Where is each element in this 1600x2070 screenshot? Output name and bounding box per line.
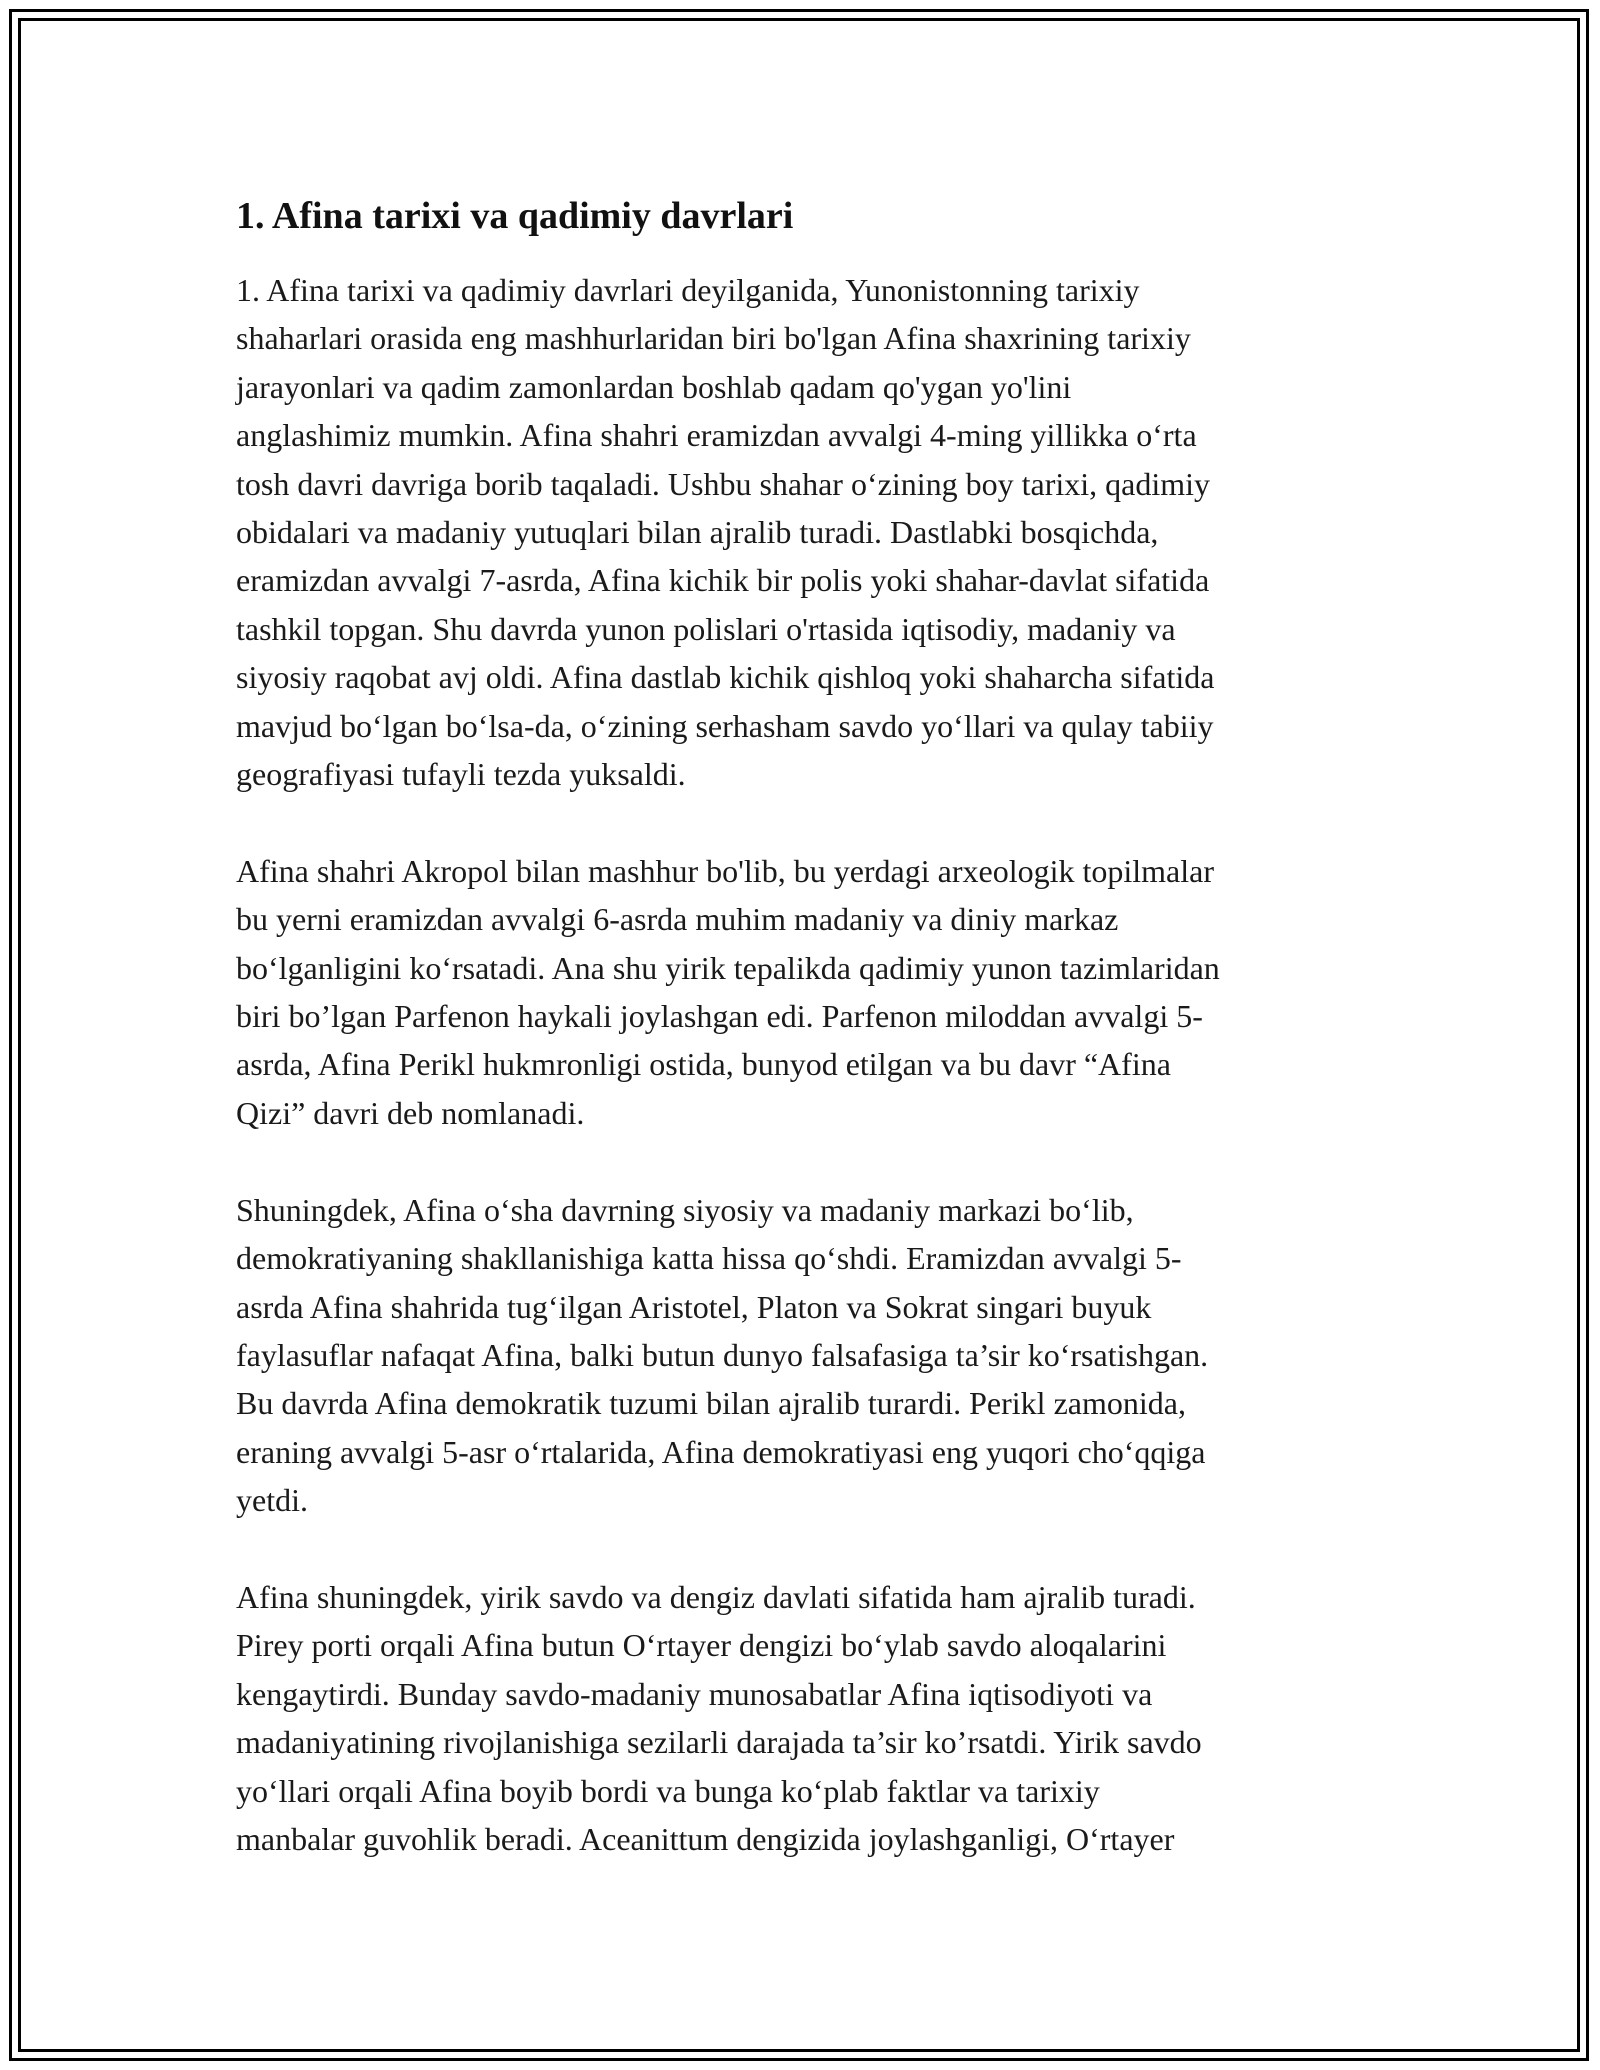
paragraph-line: mavjud bo‘lgan bo‘lsa-da, o‘zining serhasham savdo yo‘llari va qulay tabiiy <box>236 707 1214 744</box>
paragraph-line: Shuningdek, Afina o‘sha davrning siyosiy va madaniy markazi bo‘lib, <box>236 1191 1134 1228</box>
paragraph-line: eramizdan avvalgi 7-asrda, Afina kichik bir polis yoki shahar-davlat sifatida <box>236 562 1210 599</box>
paragraph-line: tashkil topgan. Shu davrda yunon polislari o'rtasida iqtisodiy, madaniy va <box>236 610 1176 647</box>
paragraph-line: kengaytirdi. Bunday savdo-madaniy munosabatlar Afina iqtisodiyoti va <box>236 1675 1153 1712</box>
paragraph-line: geografiyasi tufayli tezda yuksaldi. <box>236 756 686 793</box>
paragraph-line: Bu davrda Afina demokratik tuzumi bilan ajralib turardi. Perikl zamonida, <box>236 1385 1186 1422</box>
paragraph-line: biri bo’lgan Parfenon haykali joylashgan edi. Parfenon miloddan avvalgi 5- <box>236 998 1203 1035</box>
paragraph-line: yetdi. <box>236 1482 308 1519</box>
paragraph-line: eraning avvalgi 5-asr o‘rtalarida, Afina demokratiyasi eng yuqori cho‘qqiga <box>236 1433 1206 1470</box>
paragraph-line: yo‘llari orqali Afina boyib bordi va bunga ko‘plab faktlar va tarixiy <box>236 1772 1100 1809</box>
paragraph-1 <box>236 266 1366 798</box>
paragraph-line: Pirey porti orqali Afina butun O‘rtayer dengizi bo‘ylab savdo aloqalarini <box>236 1627 1167 1664</box>
paragraph-line: tosh davri davriga borib taqaladi. Ushbu shahar o‘zining boy tarixi, qadimiy <box>236 465 1210 502</box>
paragraph-line: demokratiyaning shakllanishiga katta hissa qo‘shdi. Eramizdan avvalgi 5- <box>236 1240 1182 1277</box>
paragraph-line: Afina shahri Akropol bilan mashhur bo'lib, bu yerdagi arxeologik topilmalar <box>236 852 1214 889</box>
paragraph-line: Afina shuningdek, yirik savdo va dengiz davlati sifatida ham ajralib turadi. <box>236 1578 1196 1615</box>
paragraph-3 <box>236 1186 1366 1525</box>
paragraph-4 <box>236 1573 1366 1863</box>
paragraph-line: 1. Afina tarixi va qadimiy davrlari deyilganida, Yunonistonning tarixiy <box>236 272 1140 308</box>
paragraph-line: shaharlari orasida eng mashhurlaridan biri bo'lgan Afina shaxrining tarixiy <box>236 320 1191 357</box>
paragraph-line: faylasuflar nafaqat Afina, balki butun dunyo falsafasiga ta’sir ko‘rsatishgan. <box>236 1336 1209 1373</box>
paragraph-line: madaniyatining rivojlanishiga sezilarli darajada ta’sir ko’rsatdi. Yirik savdo <box>236 1724 1202 1761</box>
paragraph-line: jarayonlari va qadim zamonlardan boshlab qadam qo'ygan yo'lini <box>236 368 1072 405</box>
paragraph-line: bu yerni eramizdan avvalgi 6-asrda muhim madaniy va diniy markaz <box>236 901 1119 938</box>
paragraph-line: anglashimiz mumkin. Afina shahri eramizdan avvalgi 4-ming yillikka o‘rta <box>236 417 1197 454</box>
paragraph-line: Qizi” davri deb nomlanadi. <box>236 1094 585 1131</box>
paragraph-line: manbalar guvohlik beradi. Aceanittum dengizida joylashganligi, O‘rtayer <box>236 1820 1175 1857</box>
paragraph-line: bo‘lganligini ko‘rsatadi. Ana shu yirik tepalikda qadimiy yunon tazimlaridan <box>236 949 1220 986</box>
paragraph-line: obidalari va madaniy yutuqlari bilan ajralib turadi. Dastlabki bosqichda, <box>236 514 1159 551</box>
paragraph-line: asrda, Afina Perikl hukmronligi ostida, bunyod etilgan va bu davr “Afina <box>236 1046 1171 1083</box>
section-heading: 1. Afina tarixi va qadimiy davrlari <box>236 195 794 237</box>
document-body <box>236 186 1366 1912</box>
paragraph-line: asrda Afina shahrida tug‘ilgan Aristotel, Platon va Sokrat singari buyuk <box>236 1288 1152 1325</box>
paragraph-2 <box>236 847 1366 1137</box>
paragraph-line: siyosiy raqobat avj oldi. Afina dastlab kichik qishloq yoki shaharcha sifatida <box>236 659 1215 696</box>
